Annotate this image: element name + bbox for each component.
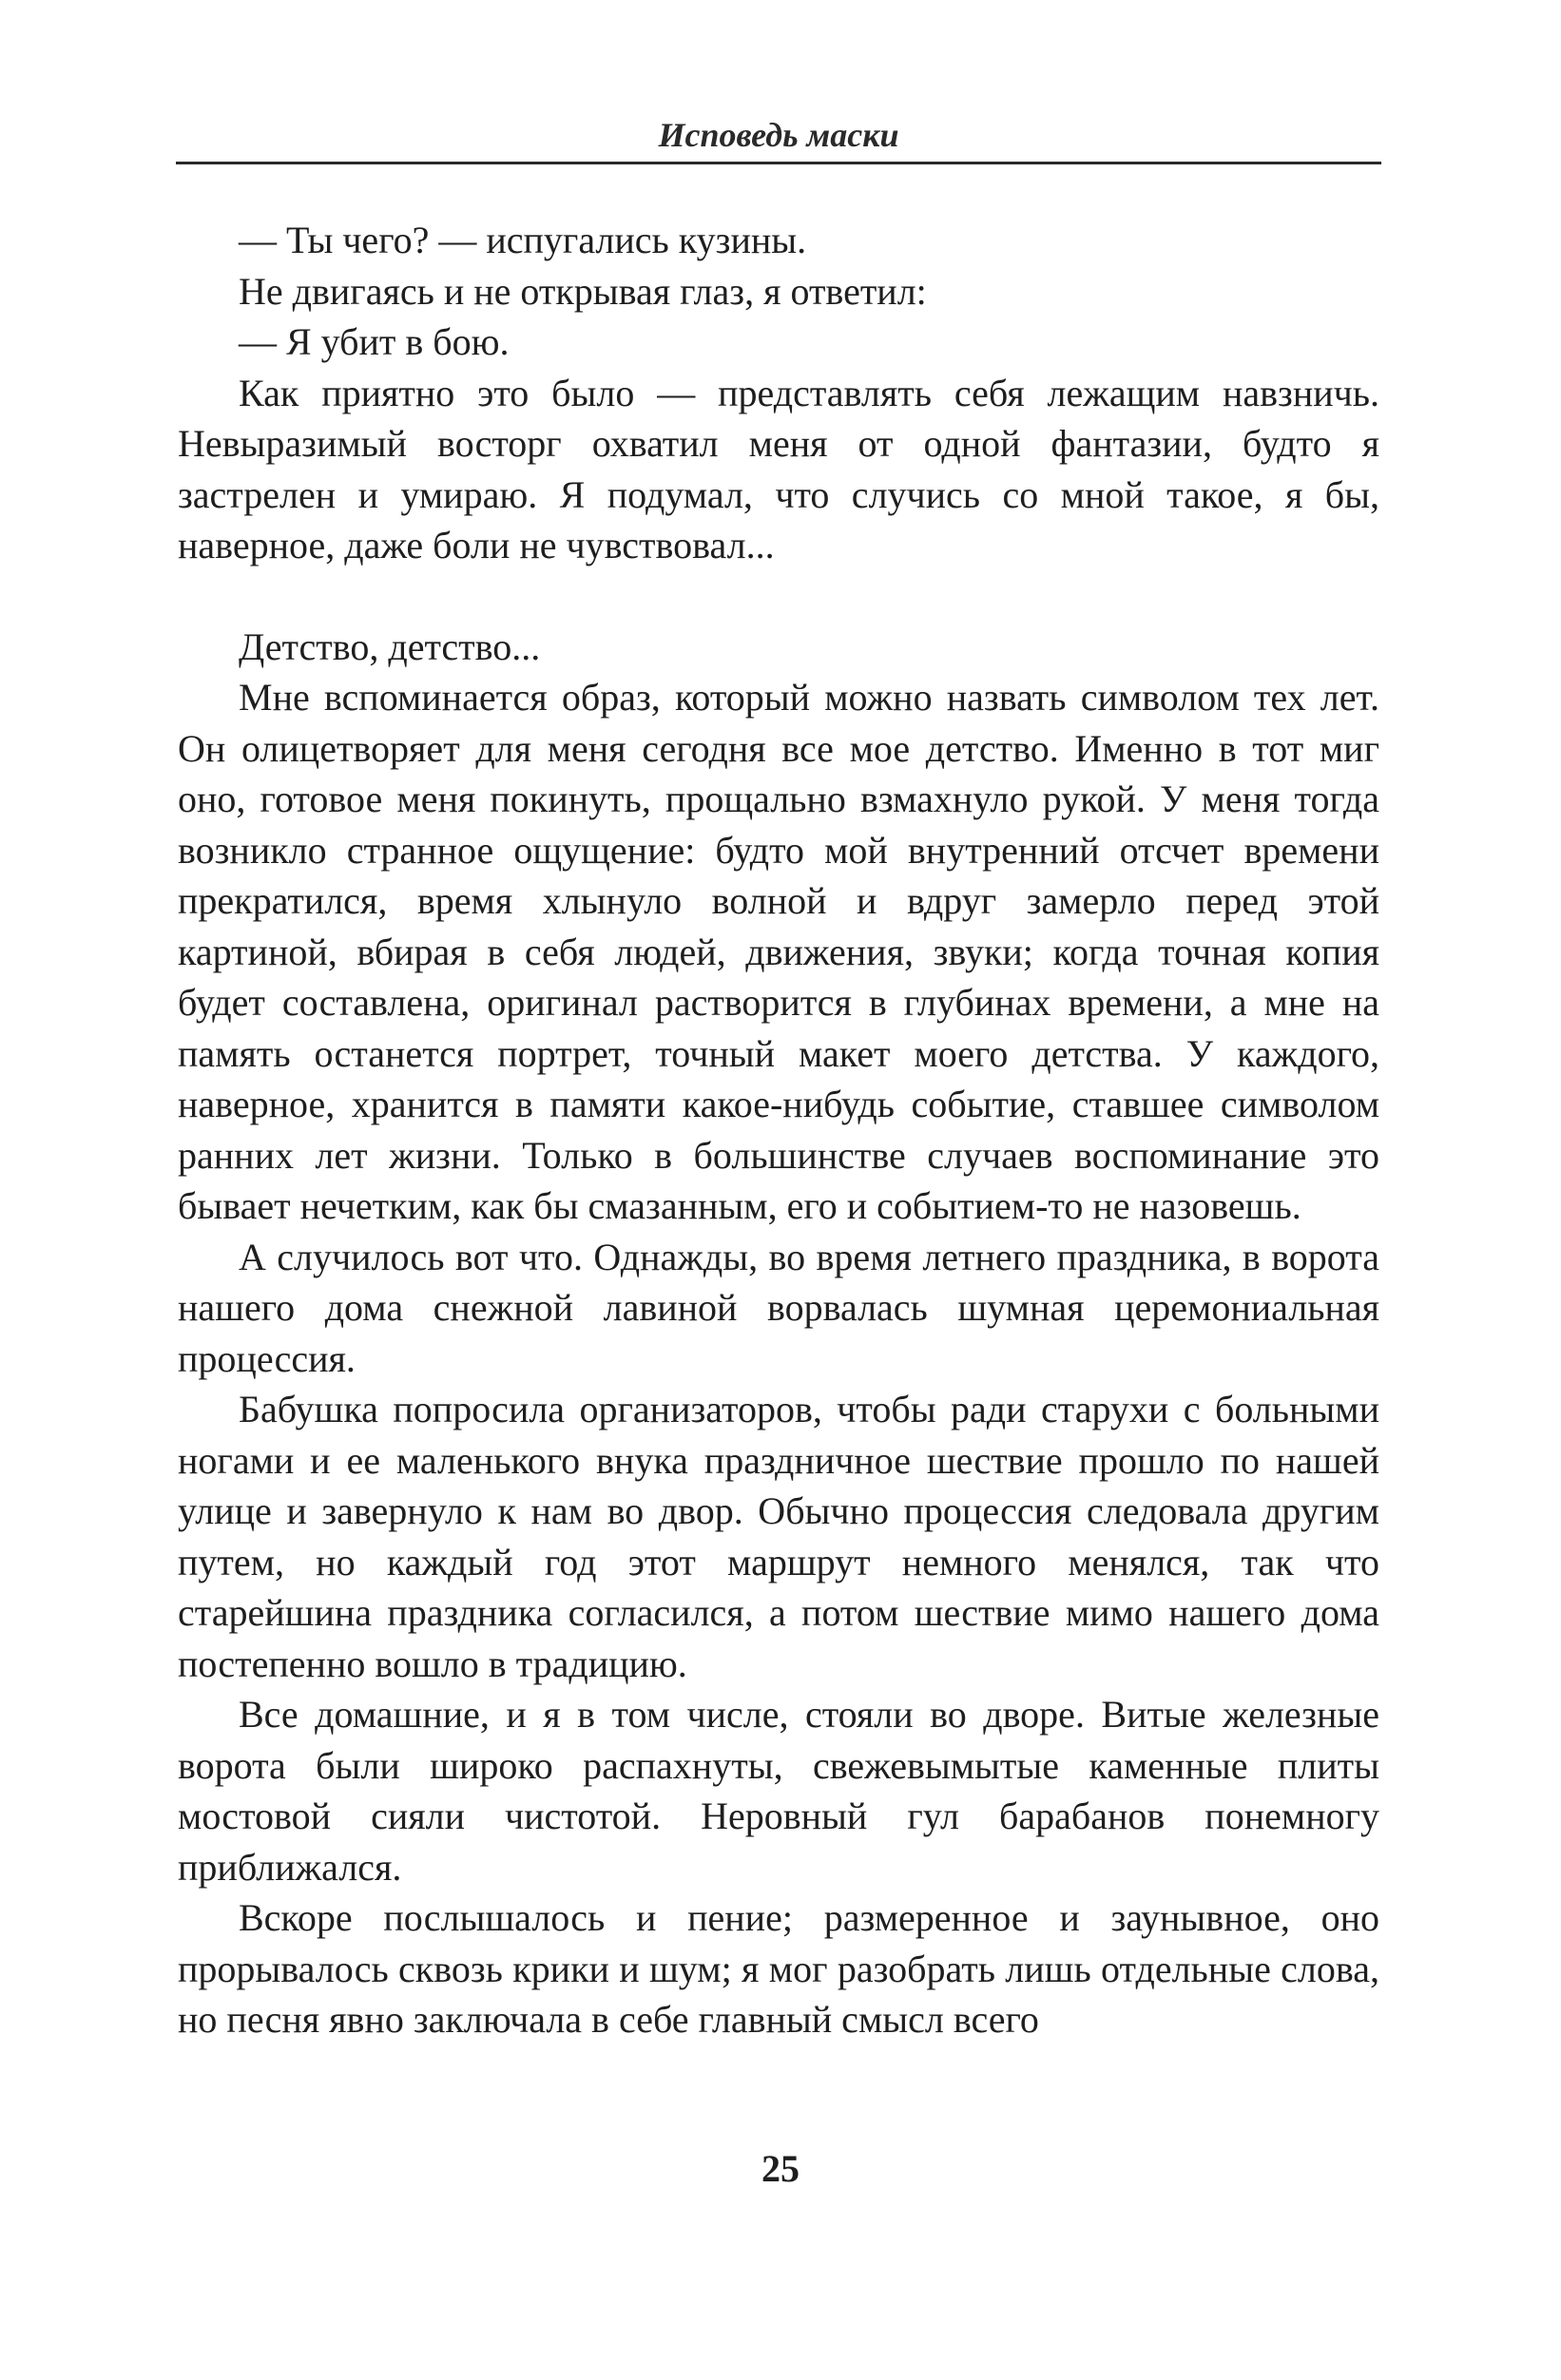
paragraph: Бабушка попросила организаторов, чтобы ради старухи с больными ногами и ее маленького внука праздничное шествие прошло по нашей улице и завернуло к нам во двор. Обычно процессия следовала другим путем, но каждый год этот маршрут немного менялся, так что старейшина праздника согласился, а потом шествие мимо нашего дома постепенно вошло в традицию. xyxy=(178,1388,1379,1685)
paragraph: А случилось вот что. Однажды, во время летнего праздника, в ворота нашего дома снежной лавиной ворвалась шумная церемониальная процессия. xyxy=(178,1235,1379,1380)
paragraph: Все домашние, и я в том числе, стояли во дворе. Витые железные ворота были широко распахнуты, свежевымытые каменные плиты мостовой сияли чистотой. Неровный гул барабанов понемногу приближался. xyxy=(178,1693,1379,1889)
paragraph: Детство, детство... xyxy=(239,624,541,668)
paragraph: Не двигаясь и не открывая глаз, я ответил: xyxy=(239,269,927,313)
page-number: 25 xyxy=(761,2147,800,2190)
paragraph: Как приятно это было — представлять себя лежащим навзничь. Невыразимый восторг охватил меня от одной фантазии, будто я застрелен и умираю. Я подумал, что случись со мной такое, я бы, наверное, даже боли не чувствовал... xyxy=(178,371,1379,566)
paragraph: Вскоре послышалось и пение; размеренное и заунывное, оно прорывалось сквозь крики и шум; я мог разобрать лишь отдельные слова, но песня явно заключала в себе главный смысл всего xyxy=(178,1896,1379,2041)
body-text xyxy=(178,215,1379,2045)
paragraph: — Ты чего? — испугались кузины. xyxy=(239,219,807,261)
header-rule xyxy=(176,162,1381,164)
running-title: Исповедь маски xyxy=(658,116,899,154)
paragraph: Мне вспоминается образ, который можно назвать символом тех лет. Он олицетворяет для меня сегодня все мое детство. Именно в тот миг оно, готовое меня покинуть, прощально взмахнуло рукой. У меня тогда возникло странное ощущение: будто мой внутренний отсчет времени прекратился, время хлынуло волной и вдруг замерло перед этой картиной, вбирая в себя людей, движения, звуки; когда точная копия будет составлена, оригинал растворится в глубинах времени, а мне на память останется портрет, точный макет моего детства. У каждого, наверное, хранится в памяти какое-нибудь событие, ставшее символом ранних лет жизни. Только в большинстве случаев воспоминание это бывает нечетким, как бы смазанным, его и событием-то не назовешь. xyxy=(178,676,1379,1227)
paragraph: — Я убит в бою. xyxy=(239,320,510,363)
